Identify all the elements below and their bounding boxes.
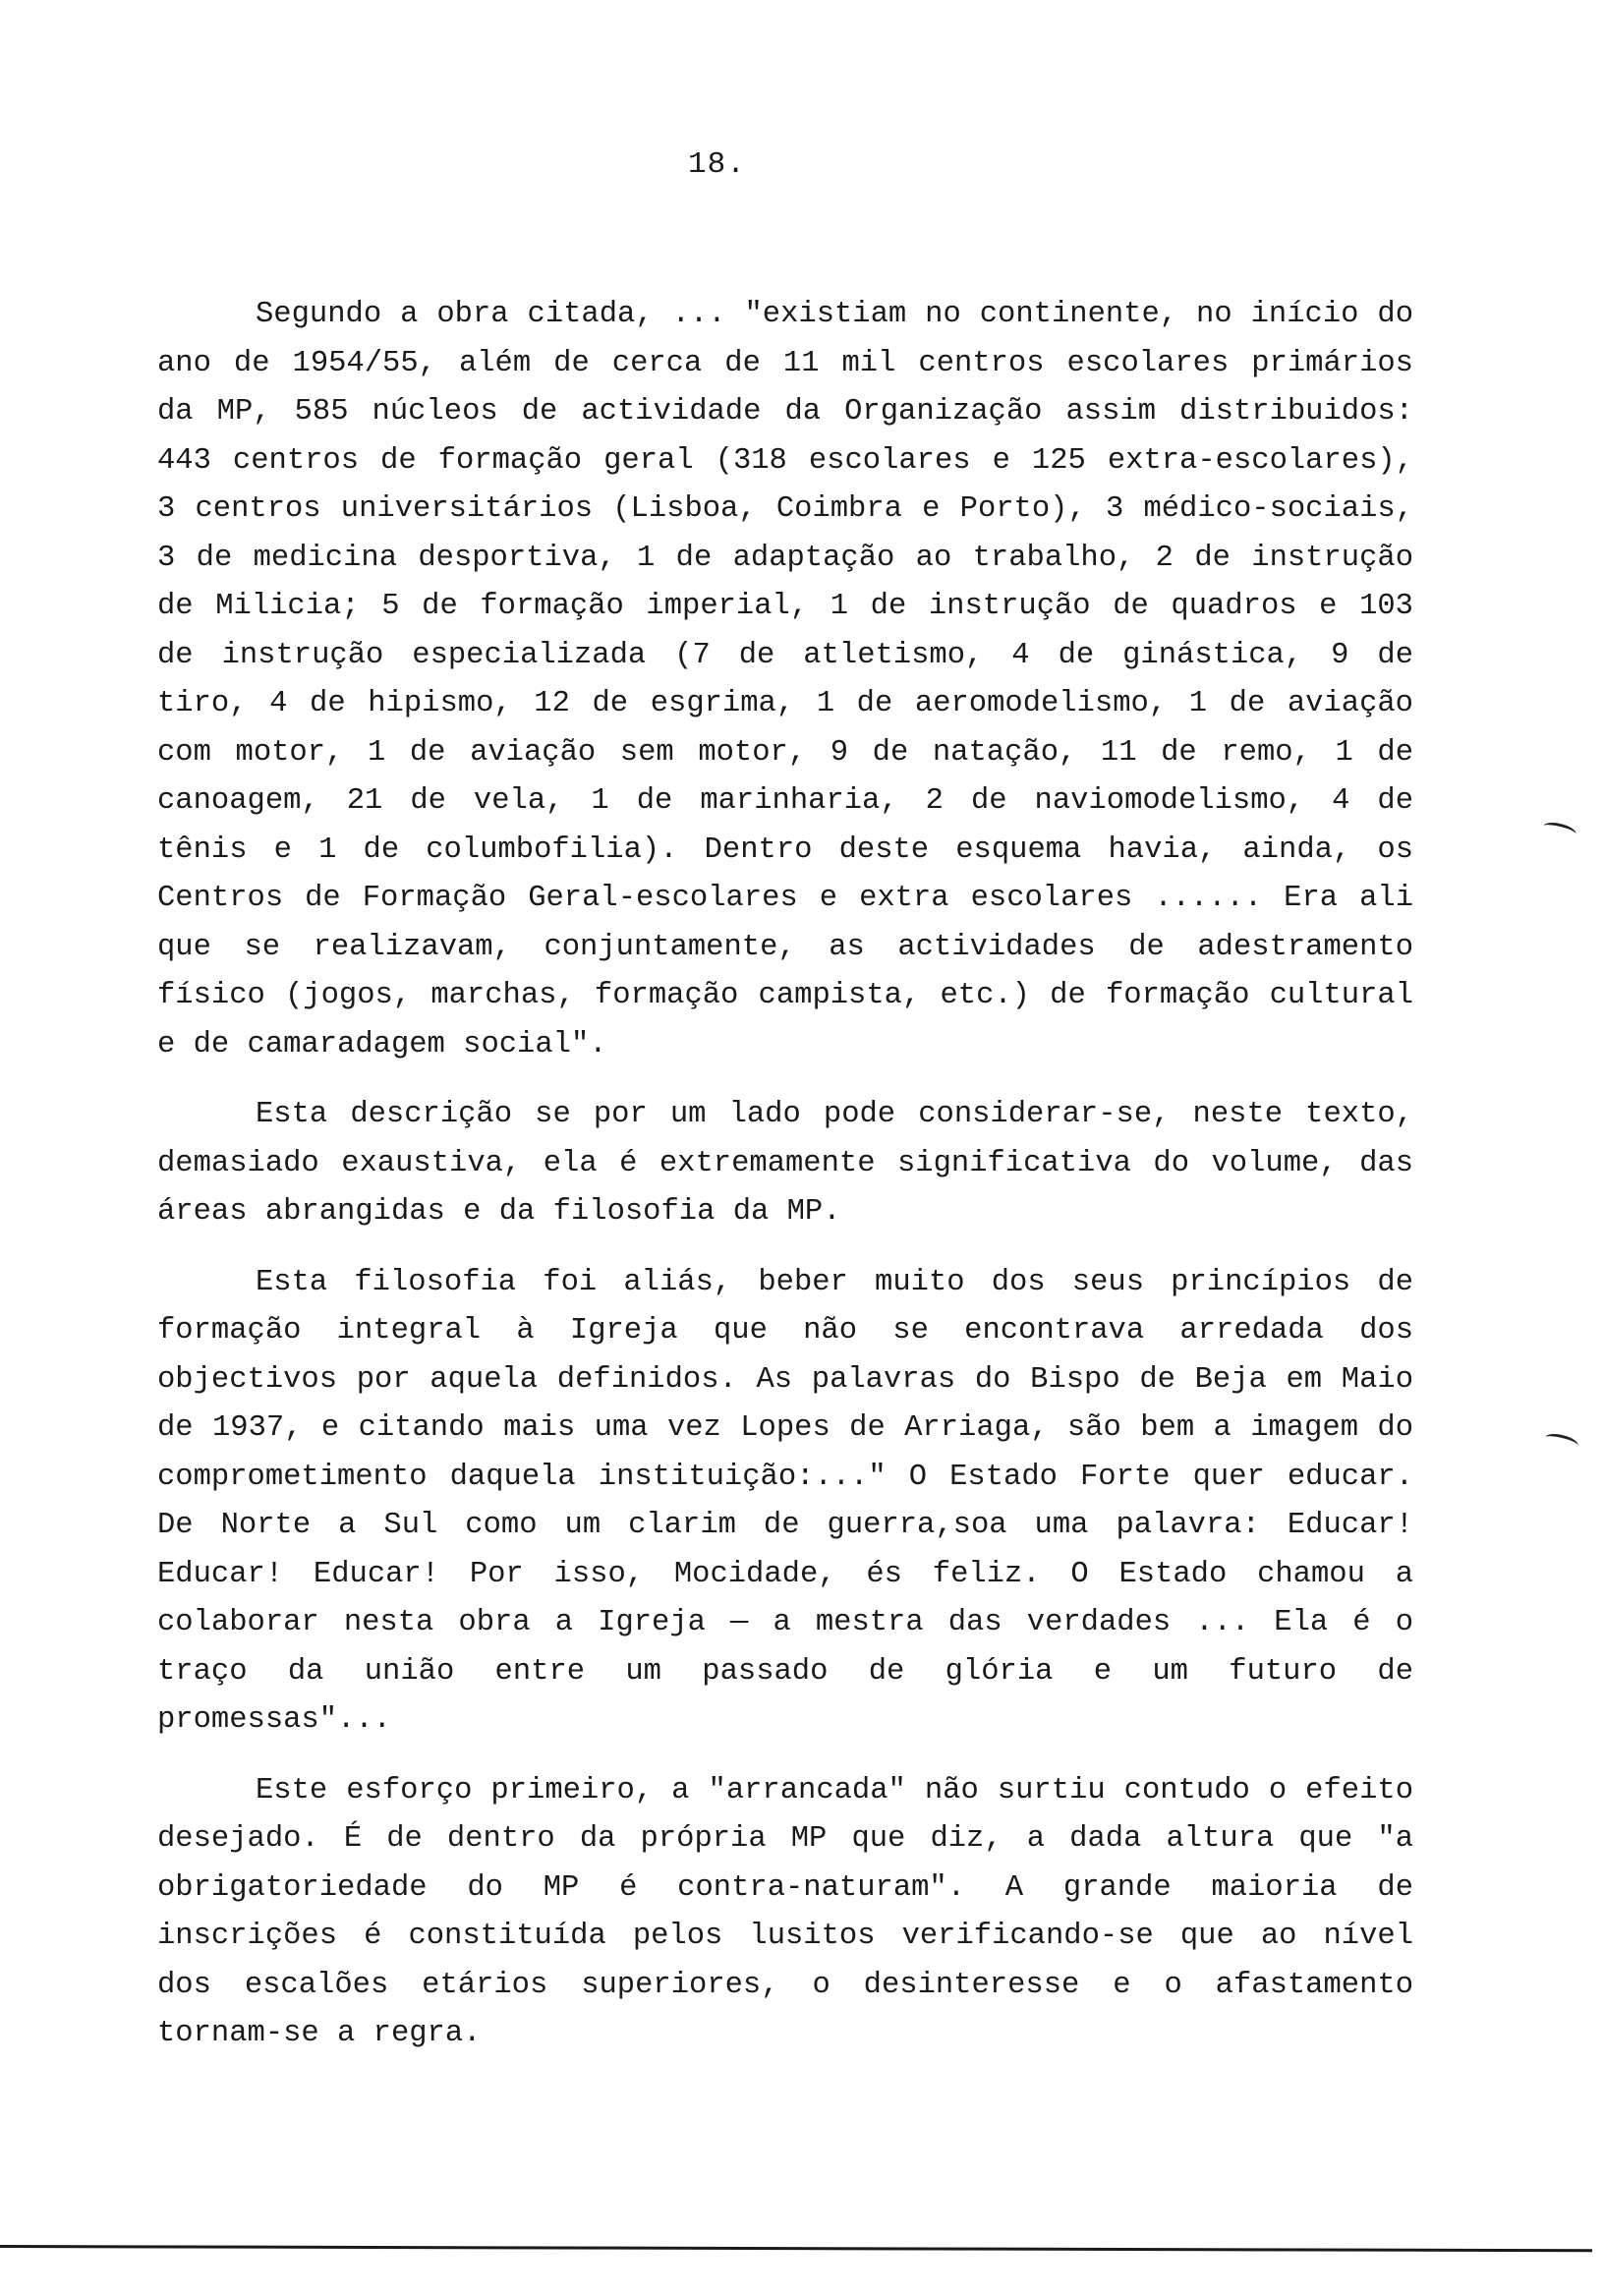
paragraph-1: Segundo a obra citada, ... "existiam no continente, no início do ano de 1954/55, além de cerca de 11 mil centros escolares primários da MP, 585 núcleos de actividade da Organização assim distribuidos: 443 centros de formação geral (318 escolares e 125 extra-escolares), 3 centros universitários (Lisboa, Coimbra e Porto), 3 médico-sociais, 3 de medicina desportiva, 1 de adaptação ao trabalho, 2 de instrução de Milicia; 5 de formação imperial, 1 de instrução de quadros e 103 de instrução especializada (7 de atletismo, 4 de ginástica, 9 de tiro, 4 de hipismo, 12 de esgrima, 1 de aeromodelismo, 1 de aviação com motor, 1 de aviação sem motor, 9 de natação, 11 de remo, 1 de canoagem, 21 de vela, 1 de marinharia, 2 de naviomodelismo, 4 de tênis e 1 de columbofilia). Dentro deste esquema havia, ainda, os Centros de Formação Geral-escolares e extra escolares ...... Era ali que se realizavam, conjuntamente, as actividades de adestramento físico (jogos, marchas, formação campista, etc.) de formação cultural e de camaradagem social". (157, 298, 1413, 1062)
margin-mark-icon (1542, 820, 1577, 840)
page-number: 18. (688, 147, 746, 182)
paragraph-4: Este esforço primeiro, a "arrancada" não surtiu contudo o efeito desejado. É de dentro da própria MP que diz, a dada altura que "a obrigatoriedade do MP é contra-naturam". A grande maioria de inscrições é constituída pelos lusitos verificando-se que ao nível dos escalões etários superiores, o desinteresse e o afastamento tornam-se a regra. (157, 1773, 1413, 2050)
paragraph-3: Esta filosofia foi aliás, beber muito dos seus princípios de formação integral à Igreja que não se encontrava arredada dos objectivos por aquela definidos. As palavras do Bispo de Beja em Maio de 1937, e citando mais uma vez Lopes de Arriaga, são bem a imagem do comprometimento daquela instituição:..." O Estado Forte quer educar. De Norte a Sul como um clarim de guerra,soa uma palavra: Educar! Educar! Educar! Por isso, Mocidade, és feliz. O Estado chamou a colaborar nesta obra a Igreja — a mestra das verdades ... Ela é o traço da união entre um passado de glória e um futuro de promessas"... (157, 1265, 1413, 1737)
paragraph-2: Esta descrição se por um lado pode considerar-se, neste texto, demasiado exaustiva, ela é extremamente significativa do volume, das áreas abrangidas e da filosofia da MP. (157, 1098, 1413, 1229)
margin-mark-icon (1544, 1431, 1579, 1452)
bottom-rule (0, 2245, 1592, 2252)
body-text (157, 291, 1413, 2059)
